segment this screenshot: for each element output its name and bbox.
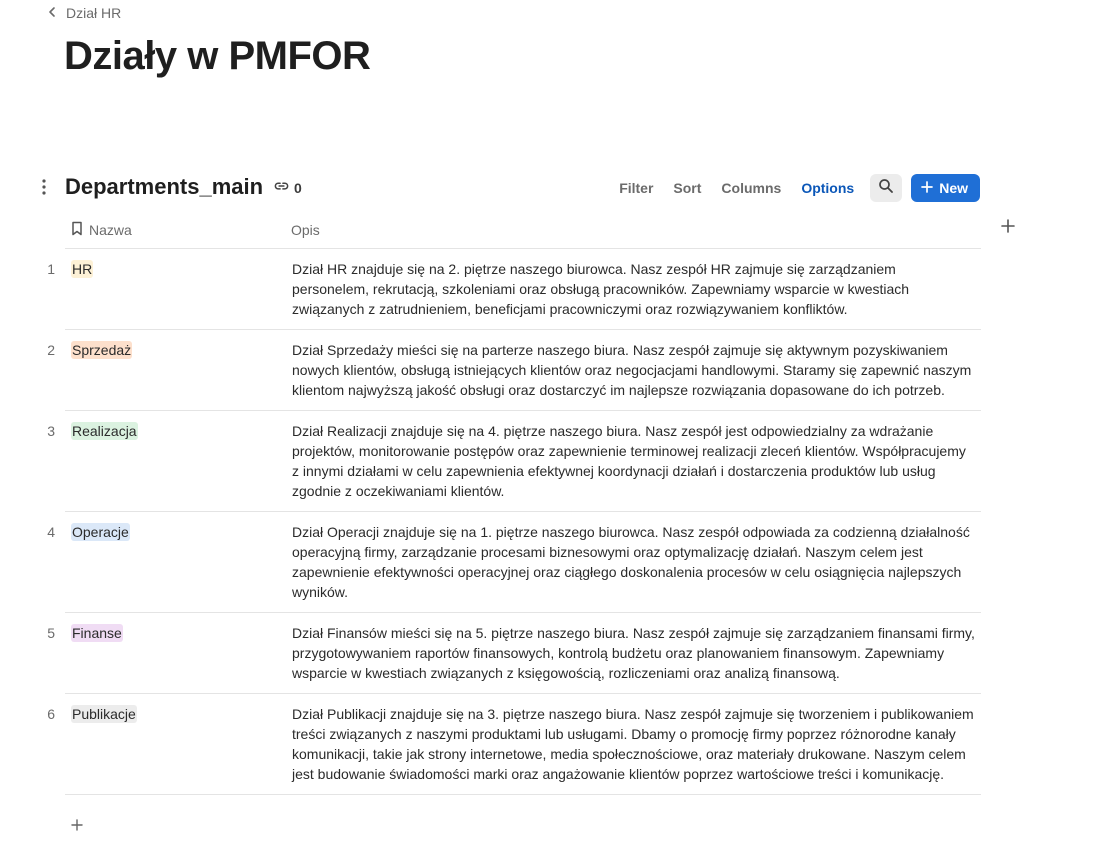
cell-description[interactable]: Dział Sprzedaży mieści się na parterze naszego biura. Nasz zespół zajmuje się aktywnym pozyskiwaniem nowych klientów, obsługą istniejących klientów oraz negocjacjami handlowymi. Staramy się zapewnić naszym klientom najwyższą jakość obsługi oraz dostarczyć im najlepsze rozwiązania dopasowane do ich potrzeb. — [292, 342, 972, 398]
department-name-link[interactable]: Operacje — [72, 524, 129, 540]
cell-name[interactable] — [65, 522, 287, 602]
plus-icon — [921, 180, 933, 196]
table-row[interactable] — [47, 330, 981, 411]
page-title: Działy w PMFOR — [64, 34, 371, 78]
cell-name[interactable] — [65, 340, 287, 400]
filter-button[interactable]: Filter — [619, 180, 654, 196]
link-icon — [273, 178, 290, 198]
new-button-label: New — [939, 180, 968, 196]
column-header-name-label: Nazwa — [89, 222, 132, 238]
plus-icon — [1000, 218, 1016, 239]
row-number: 5 — [47, 625, 55, 641]
add-column-button[interactable] — [998, 218, 1018, 238]
database-header — [34, 172, 980, 204]
chevron-left-icon — [46, 5, 58, 21]
row-number: 1 — [47, 261, 55, 277]
department-name-link[interactable]: Publikacje — [72, 706, 136, 722]
add-row-button[interactable] — [70, 820, 84, 834]
table-body — [47, 249, 981, 795]
departments-table — [47, 212, 981, 795]
table-row[interactable] — [47, 694, 981, 795]
columns-button[interactable]: Columns — [721, 180, 782, 196]
table-row[interactable] — [47, 613, 981, 694]
row-number: 4 — [47, 524, 55, 540]
link-count: 0 — [294, 180, 302, 196]
linked-pages-counter[interactable] — [273, 178, 302, 198]
sort-button[interactable]: Sort — [673, 180, 702, 196]
row-number: 6 — [47, 706, 55, 722]
cell-name[interactable] — [65, 623, 287, 683]
table-header — [65, 212, 981, 249]
cell-description[interactable]: Dział Operacji znajduje się na 1. piętrze naszego biurowca. Nasz zespół odpowiada za codzienną działalność operacyjną firmy, zarządzanie procesami biznesowymi oraz optymalizację działań. Naszym celem jest zapewnienie efektywności operacyjnej oraz ciągłego doskonalenia procesów w celu osiągnięcia najlepszych wyników. — [292, 524, 970, 600]
database-toolbar — [609, 173, 980, 203]
department-name-link[interactable]: HR — [72, 261, 93, 277]
department-name-link[interactable]: Realizacja — [72, 423, 137, 439]
database-title[interactable]: Departments_main — [65, 174, 264, 199]
row-number: 3 — [47, 423, 55, 439]
plus-icon — [71, 818, 83, 836]
cell-name[interactable] — [65, 421, 287, 501]
cell-description[interactable]: Dział HR znajduje się na 2. piętrze naszego biurowca. Nasz zespół HR zajmuje się zarządzaniem personelem, rekrutacją, szkoleniami oraz obsługą pracowników. Zapewniamy wsparcie w kwestiach związanych z zatrudnieniem, beneficjami pracowniczymi oraz rozwiązywaniem konfliktów. — [292, 261, 910, 317]
search-button[interactable] — [870, 174, 902, 202]
cell-description[interactable]: Dział Finansów mieści się na 5. piętrze naszego biura. Nasz zespół zajmuje się zarządzaniem finansami firmy, przygotowywaniem raportów finansowych, kontrolą budżetu oraz planowaniem finansowym. Zapewniamy wsparcie w kwestiach związanych z księgowością, rozliczeniami oraz analizą finansową. — [292, 625, 975, 681]
table-row[interactable] — [47, 512, 981, 613]
search-icon — [878, 178, 894, 199]
breadcrumb-label: Dział HR — [66, 5, 122, 21]
department-name-link[interactable]: Finanse — [72, 625, 122, 641]
new-button[interactable] — [911, 174, 980, 202]
cell-name[interactable] — [65, 259, 287, 319]
department-name-link[interactable]: Sprzedaż — [72, 342, 132, 358]
table-row[interactable] — [47, 411, 981, 512]
cell-description[interactable]: Dział Publikacji znajduje się na 3. piętrze naszego biura. Nasz zespół zajmuje się tworzeniem i publikowaniem treści związanych z naszymi produktami lub usługami. Dbamy o promocję firmy poprzez różnorodne kanały komunikacji, takie jak strony internetowe, media społecznościowe, oraz materiały drukowane. Naszym celem jest budowanie świadomości marki oraz angażowanie klientów poprzez wartościowe treści i komunikację. — [292, 706, 974, 782]
cell-description[interactable]: Dział Realizacji znajduje się na 4. piętrze naszego biura. Nasz zespół jest odpowiedzialny za wdrażanie projektów, monitorowanie postępów oraz zapewnienie terminowej realizacji zleceń klientów. Współpracujemy z innymi działami w celu zapewnienia efektywnej koordynacji działań i dostarczenia produktów lub usług zgodnie z oczekiwaniami klientów. — [292, 423, 966, 499]
table-row[interactable] — [47, 249, 981, 330]
bookmark-icon — [71, 221, 83, 239]
row-number: 2 — [47, 342, 55, 358]
cell-name[interactable] — [65, 704, 287, 784]
breadcrumb[interactable] — [46, 4, 121, 22]
column-header-name[interactable] — [65, 221, 287, 239]
more-vertical-icon[interactable] — [38, 178, 50, 196]
column-header-description[interactable]: Opis — [291, 222, 320, 238]
options-button[interactable]: Options — [801, 180, 855, 196]
